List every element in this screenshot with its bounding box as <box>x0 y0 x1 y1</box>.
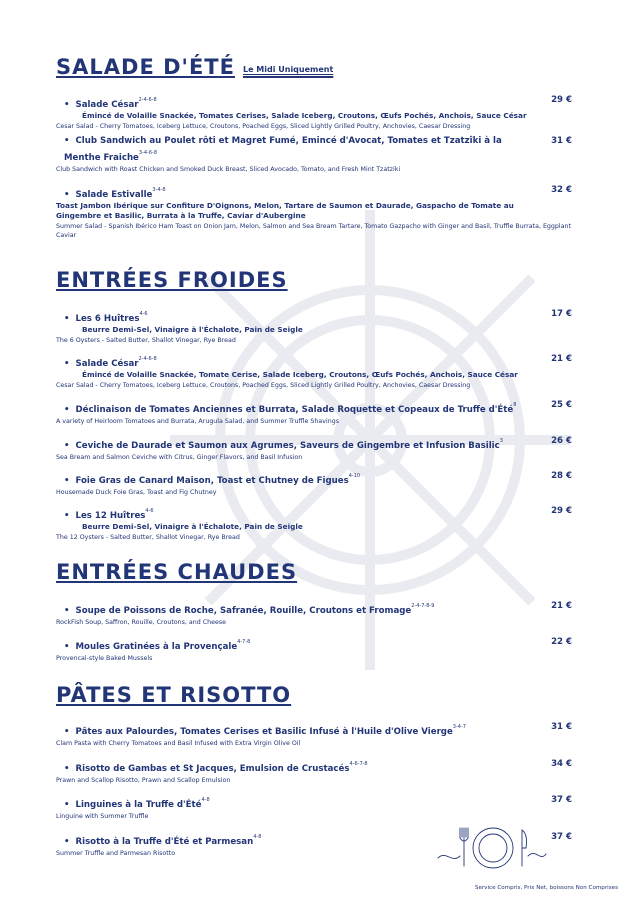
item-english: Clam Pasta with Cherry Tomatoes and Basil Infused with Extra Virgin Olive Oil <box>56 740 301 747</box>
item-price: 31 € <box>551 722 572 732</box>
item-price: 29 € <box>551 95 572 105</box>
item-price: 32 € <box>551 185 572 195</box>
section-title-entrees-froides: ENTRÉES FROIDES <box>56 268 288 292</box>
allergen-codes: 3-4-6-8 <box>138 150 158 156</box>
item-price: 37 € <box>551 832 572 842</box>
bullet-icon: • <box>64 100 70 110</box>
section-subtitle: Le Midi Uniquement <box>242 65 334 74</box>
item-price: 28 € <box>551 471 572 481</box>
bullet-icon: • <box>64 359 70 369</box>
item-english: Cesar Salad - Cherry Tomatoes, Iceberg Lettuce, Croutons, Poached Eggs, Sliced Lightly Grilled Poultry, Anchovies, Caesar Dressing <box>56 382 471 389</box>
item-price: 37 € <box>551 795 572 805</box>
bullet-icon: • <box>64 837 70 847</box>
allergen-codes: 4-6 <box>145 508 154 514</box>
menu-item <box>56 94 572 131</box>
bullet-icon: • <box>64 476 70 486</box>
section-title-salade-ete: SALADE D'ÉTÉ Le Midi Uniquement <box>56 55 334 79</box>
item-name: Linguines à la Truffe d'Été <box>75 800 202 810</box>
allergen-codes: 4-10 <box>348 473 361 479</box>
item-english: Summer Salad - Spanish Ibérico Ham Toast on Onion Jam, Melon, Salmon and Sea Bream Tartare, Tomato Gazpacho with Ginger and Basil, Truffle Burrata, Eggplant Caviar <box>56 223 571 239</box>
bullet-icon: • <box>64 190 70 200</box>
item-english: RockFish Soup, Saffron, Rouille, Croutons, and Cheese <box>56 619 227 626</box>
allergen-codes: 2-4-6-8 <box>138 97 157 103</box>
item-english: A variety of Heirloom Tomatoes and Burrata, Arugula Salad, and Summer Truffle Shavings <box>56 418 339 425</box>
item-price: 25 € <box>551 400 572 410</box>
menu-item <box>56 470 572 497</box>
bullet-icon: • <box>64 800 70 810</box>
item-price: 21 € <box>551 354 572 364</box>
menu-item <box>56 636 572 663</box>
item-name: Salade Estivalle <box>75 190 153 200</box>
menu-item <box>56 721 572 748</box>
item-english: Sea Bream and Salmon Ceviche with Citrus, Ginger Flavors, and Basil Infusion <box>56 454 303 461</box>
item-english: Provencal-style Baked Mussels <box>56 655 153 662</box>
menu-item <box>56 353 572 390</box>
menu-item <box>56 600 572 627</box>
item-name: Risotto de Gambas et St Jacques, Emulsion de Crustacés <box>75 764 350 774</box>
item-name: Déclinaison de Tomates Anciennes et Burrata, Salade Roquette et Copeaux de Truffe d'Été <box>75 405 514 415</box>
menu-item <box>56 758 572 785</box>
bullet-icon: • <box>64 511 70 521</box>
item-english: The 12 Oysters - Salted Butter, Shallot Vinegar, Rye Bread <box>56 534 240 541</box>
item-name: Pâtes aux Palourdes, Tomates Cerises et Basilic Infusé à l'Huile d'Olive Vierge <box>75 727 453 737</box>
footer-note: Service Compris, Prix Net, boissons Non Comprises <box>474 885 618 891</box>
section-title-pates-risotto: PÂTES ET RISOTTO <box>56 683 292 707</box>
item-name: Moules Gratinées à la Provençale <box>75 642 238 652</box>
item-english: Housemade Duck Foie Gras, Toast and Fig Chutney <box>56 489 217 496</box>
item-price: 34 € <box>551 759 572 769</box>
bullet-icon: • <box>64 606 70 616</box>
item-name: Salade César <box>75 100 139 110</box>
item-description: Beurre Demi-Sel, Vinaigre à l'Échalote, Pain de Seigle <box>82 325 303 334</box>
allergen-codes: 2-4-7-8-9 <box>411 603 435 609</box>
item-name: Risotto à la Truffe d'Été et Parmesan <box>75 837 254 847</box>
allergen-codes: 4-7-8 <box>237 639 251 645</box>
allergen-codes: 3-4-7 <box>452 724 466 730</box>
menu-item <box>56 399 572 426</box>
bullet-icon: • <box>64 136 70 146</box>
item-name: Foie Gras de Canard Maison, Toast et Chutney de Figues <box>75 476 349 486</box>
plate-cutlery-icon <box>436 820 548 872</box>
menu-item <box>56 505 572 542</box>
menu-item <box>56 308 572 345</box>
bullet-icon: • <box>64 727 70 737</box>
item-price: 17 € <box>551 309 572 319</box>
item-price: 22 € <box>551 637 572 647</box>
item-english: Prawn and Scallop Risotto, Prawn and Scallop Emulsion <box>56 777 231 784</box>
item-price: 26 € <box>551 436 572 446</box>
menu-item <box>56 435 572 462</box>
bullet-icon: • <box>64 314 70 324</box>
item-description: Émincé de Volaille Snackée, Tomate Cerise, Salade Iceberg, Croutons, Œufs Pochés, Anchois, Sauce César <box>82 370 518 379</box>
item-description: Toast Jambon Ibérique sur Confiture D'Oignons, Melon, Tartare de Saumon et Daurade, Gaspacho de Tomate au Gingembre et Basilic, Burrata à la Truffe, Caviar d'Aubergine <box>56 201 514 220</box>
allergen-codes: 8 <box>513 402 517 408</box>
menu-item <box>56 135 572 174</box>
bullet-icon: • <box>64 764 70 774</box>
item-price: 31 € <box>551 136 572 146</box>
item-english: Summer Truffle and Parmesan Risotto <box>56 850 176 857</box>
item-name: Soupe de Poissons de Roche, Safranée, Rouille, Croutons et Fromage <box>75 606 412 616</box>
item-price: 29 € <box>551 506 572 516</box>
item-english: The 6 Oysters - Salted Butter, Shallot Vinegar, Rye Bread <box>56 337 236 344</box>
allergen-codes: 2-4-6-8 <box>138 356 157 362</box>
item-name: Club Sandwich au Poulet rôti et Magret Fumé, Emincé d'Avocat, Tomates et Tzatzîki à la Menthe Fraiche <box>64 136 502 163</box>
item-name: Salade César <box>75 359 139 369</box>
allergen-codes: 4-6 <box>139 311 148 317</box>
item-name: Les 6 Huîtres <box>75 314 140 324</box>
item-description: Émincé de Volaille Snackée, Tomates Cerises, Salade Iceberg, Croutons, Œufs Pochés, Anchois, Sauce César <box>82 111 527 120</box>
item-name: Les 12 Huîtres <box>75 511 146 521</box>
bullet-icon: • <box>64 405 70 415</box>
menu-item <box>56 184 572 240</box>
item-english: Linguine with Summer Truffle <box>56 813 149 820</box>
bullet-icon: • <box>64 642 70 652</box>
item-english: Club Sandwich with Roast Chicken and Smoked Duck Breast, Sliced Avocado, Tomato, and Fresh Mint Tzatziki <box>56 166 401 173</box>
item-price: 21 € <box>551 601 572 611</box>
section-title-entrees-chaudes: ENTRÉES CHAUDES <box>56 560 298 584</box>
allergen-codes: 4-8 <box>201 797 210 803</box>
allergen-codes: 3 <box>499 438 503 444</box>
item-english: Cesar Salad - Cherry Tomatoes, Iceberg Lettuce, Croutons, Poached Eggs, Sliced Lightly Grilled Poultry, Anchovies, Caesar Dressing <box>56 123 471 130</box>
allergen-codes: 4-6-7-8 <box>349 761 368 767</box>
bullet-icon: • <box>64 441 70 451</box>
item-name: Ceviche de Daurade et Saumon aux Agrumes, Saveurs de Gingembre et Infusion Basilic <box>75 441 500 451</box>
item-description: Beurre Demi-Sel, Vinaigre à l'Échalote, Pain de Seigle <box>82 522 303 531</box>
menu-item <box>56 794 572 821</box>
allergen-codes: 4-8 <box>253 834 262 840</box>
allergen-codes: 3-4-8 <box>152 187 166 193</box>
